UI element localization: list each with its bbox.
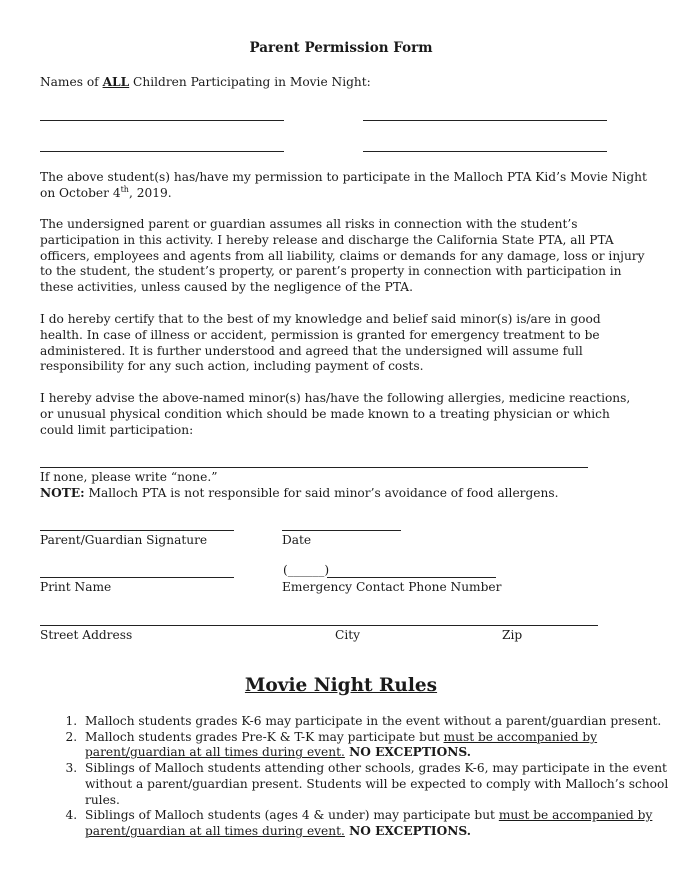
- rule-item: [81, 761, 682, 808]
- children-names-prompt: [40, 75, 647, 91]
- note-text: Malloch PTA is not responsible for said minor’s avoidance of food allergens.: [84, 486, 559, 500]
- parent-signature-line[interactable]: [40, 530, 234, 531]
- date-line[interactable]: [282, 530, 401, 531]
- rule-text: Siblings of Malloch students (ages 4 & under) may participate but: [85, 808, 499, 823]
- allergies-line[interactable]: [40, 467, 588, 468]
- rule-bold-text: NO EXCEPTIONS.: [344, 823, 471, 838]
- allergy-advisory-paragraph: I hereby advise the above-named minor(s) has/have the following allergies, medicine reactions, or unusual physical condition which should be made known to a treating physician or which could limit participation:: [40, 391, 631, 437]
- child-name-line-2[interactable]: [363, 120, 607, 121]
- rule-underlined-text: must be accompanied by parent/guardian at all times during event.: [85, 808, 653, 838]
- child-name-line-1[interactable]: [40, 120, 284, 121]
- child-name-line-4[interactable]: [363, 151, 607, 152]
- emergency-phone-line[interactable]: [327, 577, 496, 578]
- rule-text: Malloch students grades Pre-K & T-K may participate but: [85, 729, 444, 744]
- permission-ordinal: th: [120, 184, 129, 194]
- zip-label: Zip: [502, 628, 523, 642]
- parent-signature-label: Parent/Guardian Signature: [40, 533, 208, 547]
- names-all-emphasis: ALL: [102, 75, 130, 89]
- permission-text: The above student(s) has/have my permission to participate in the Malloch PTA Kid’s Movie Night on October 4: [40, 170, 647, 200]
- date-label: Date: [282, 533, 312, 547]
- rule-item: [81, 808, 682, 839]
- names-suffix: Children Participating in Movie Night:: [129, 75, 371, 89]
- form-title: Parent Permission Form: [249, 40, 433, 56]
- risk-release-paragraph: The undersigned parent or guardian assumes all risks in connection with the student’s participation in this activity. I hereby release and discharge the California State PTA, all PTA officers, employees and agents from all liability, claims or demands for any damage, loss or injury to the student, the student’s property, or parent’s property in connection with participation in these activities, unless caused by the negligence of the PTA.: [40, 217, 645, 295]
- rule-text: Malloch students grades K-6 may participate in the event without a parent/guardian present.: [85, 714, 662, 728]
- rule-underlined-text: must be accompanied by parent/guardian at all times during event.: [85, 729, 598, 760]
- rule-item: [81, 714, 682, 730]
- permission-statement: [40, 170, 647, 202]
- address-line[interactable]: [40, 625, 598, 626]
- rule-item: [81, 730, 682, 761]
- rule-text: Siblings of Malloch students attending other schools, grades K-6, may participate in the event without a parent/guardian present. Students will be expected to comply with Malloch’s school rules.: [85, 761, 669, 807]
- phone-area-code: (______): [283, 563, 330, 577]
- if-none-instruction: If none, please write “none.”: [40, 470, 218, 484]
- health-certification-paragraph: I do hereby certify that to the best of my knowledge and belief said minor(s) is/are in good health. In case of illness or accident, permission is granted for emergency treatment to be administered. It is further understood and agreed that the undersigned will assume full responsibility for any such action, including payment of costs.: [40, 312, 601, 374]
- note-label: NOTE:: [40, 486, 85, 500]
- emergency-phone-label: Emergency Contact Phone Number: [282, 580, 502, 594]
- names-prefix: Names of: [40, 75, 103, 89]
- rules-list: [40, 714, 682, 840]
- child-name-line-3[interactable]: [40, 151, 284, 152]
- allergen-note: [40, 486, 640, 502]
- street-address-label: Street Address: [40, 628, 133, 642]
- permission-year: , 2019.: [128, 185, 172, 200]
- print-name-label: Print Name: [40, 580, 112, 594]
- rules-title: Movie Night Rules: [244, 675, 438, 696]
- city-label: City: [335, 628, 361, 642]
- rule-bold-text: NO EXCEPTIONS.: [344, 745, 471, 760]
- print-name-line[interactable]: [40, 577, 234, 578]
